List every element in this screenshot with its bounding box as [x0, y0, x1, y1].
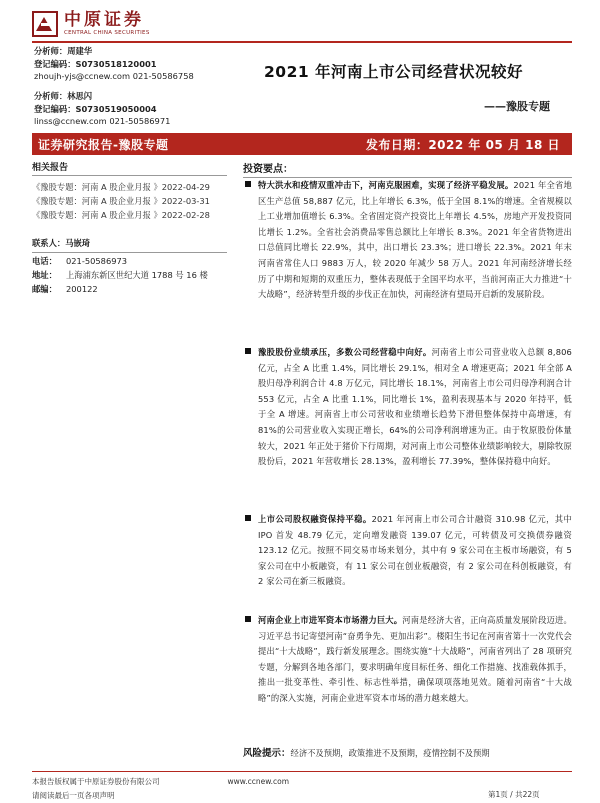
logo-name-cn: 中原证券: [64, 10, 144, 30]
logo-name-en: CENTRAL CHINA SECURITIES: [64, 30, 150, 36]
key-point-item: [243, 613, 572, 707]
report-banner: [32, 133, 572, 155]
risk-label: 风险提示：: [243, 748, 291, 759]
publish-date: 发布日期：2022 年 05 月 18 日: [365, 138, 560, 152]
page-number: 第1页 / 共22页: [488, 790, 540, 799]
key-point-item: [243, 178, 572, 303]
analyst-contact: linss@ccnew.com 021-50586971: [34, 116, 171, 126]
key-point-item: [243, 512, 572, 590]
key-point-lead: 豫股股份业绩承压，多数公司经营稳中向好。: [258, 347, 432, 357]
analyst-contact: zhoujh-yjs@ccnew.com 021-50586758: [34, 71, 194, 81]
key-point-body: 河南省上市公司营业收入总额 8,806 亿元，占全 A 比重 1.4%，同比增长 29.1%，相对全 A 增速更高；2021 年全部 A 股归母净利润合计 4.8 万亿元，同比增长 18.1%，河南省上市公司归母净利润合计 553 亿元，占全 A 比重 1.1%，同比增长 1%，盈利表现基本与 2020 年持平，低于全 A 增速。河南省上市公司营收和业绩增长趋势下滑但整体保持中高增速，有 81%的公司营业收入实现正增长，64%的公司净利润增速为正。由于牧原股份体量较大，2021 年正处于猪价下行周期，对河南上市公司整体业绩影响较大，剔除牧原股份后，2021 年营收增长 28.13%，盈利增长 77.39%，整体保持稳中向好。: [258, 347, 572, 467]
bullet-square-icon: [245, 348, 251, 354]
header-divider: [32, 41, 572, 43]
footer-divider: [32, 771, 572, 772]
key-points-heading: 投资要点：: [243, 160, 572, 178]
risk-text: 经济不及预期，政策推进不及预期，疫情控制不及预期: [290, 748, 490, 758]
logo-emblem-icon: [32, 11, 58, 37]
key-point-item: [243, 345, 572, 470]
company-logo: [32, 8, 192, 40]
key-point-body: 河南是经济大省，正向高质量发展阶段迈进。习近平总书记寄望河南“奋勇争先、更加出彩”。楼阳生书记在河南省第十一次党代会提出“十大战略”，践行新发展理念。围绕实施“十大战略”，河南省列出了 28 项研究专题，分解到各地各部门，要求明确年度目标任务、细化工作措施、找准载体抓手，推出一批变革性、牵引性、标志性举措，确保项项落地见效。随着河南省“十大战略”的深入实施，河南企业进军资本市场的潜力越来越大。: [258, 615, 572, 703]
analyst-name: 林思闪: [67, 91, 93, 101]
contact-address: 上海浦东新区世纪大道 1788 号 16 楼: [66, 270, 208, 280]
report-type: 证券研究报告-豫股专题: [38, 138, 169, 152]
website-link[interactable]: www.ccnew.com: [227, 777, 290, 786]
footer-notes: [32, 775, 289, 803]
analyst-cert: S0730518120001: [75, 58, 157, 69]
sidebar: [32, 160, 227, 296]
contact-phone: 021-50586973: [66, 256, 128, 266]
analyst-name: 周建华: [67, 46, 93, 56]
key-point-body: 2021 年全省地区生产总值 58,887 亿元，比上年增长 6.3%，低于全国 8.1%的增速。全省规模以上工业增加值增长 6.3%。全省固定资产投资比上年增长 4.5%，房地产开发投资同比增长 1.2%。全省社会消费品零售总额比上年增长 8.3%。2021 年全省货物进出口总值同比增长 22.9%，其中，出口增长 23.3%；进口增长 22.3%。2021 年末河南省常住人口 9883 万人，较 2020 年减少 58 万人。2021 年河南经济增长经历了中期和短期的双重压力，整体表现低于全国平均水平，当前河南正大力推进“十大战略”，经济转型升级的步伐正在加快，河南经济有望局开启新的发展阶段。: [258, 180, 572, 300]
bullet-square-icon: [245, 181, 251, 187]
related-report-item[interactable]: 《豫股专题：河南 A 股企业月报 》2022-03-31: [32, 196, 210, 206]
contact-zip: 200122: [66, 284, 98, 294]
contact-person: 马嵌琦: [65, 238, 91, 248]
analyst-block-2: 分析师：林思闪 登记编码：S0730519050004 linss@ccnew.com 021-50586971: [34, 91, 171, 126]
bullet-square-icon: [245, 616, 251, 622]
analyst-cert: S0730519050004: [75, 103, 157, 114]
copyright-note: 本报告版权属于中原证券股份有限公司: [32, 777, 160, 786]
key-point-lead: 上市公司股权融资保持平稳。: [258, 514, 372, 524]
related-report-item[interactable]: 《豫股专题：河南 A 股企业月报 》2022-02-28: [32, 210, 210, 220]
contact-block: 联系人：马嵌琦 电话： 021-50586973 地址： 上海浦东新区世纪大道 1788 号 16 楼 邮编： 200122: [32, 236, 227, 296]
key-points-section: [243, 160, 572, 178]
risk-warning: [243, 745, 490, 759]
related-report-item[interactable]: 《豫股专题：河南 A 股企业月报 》2022-04-29: [32, 182, 210, 192]
key-point-lead: 河南企业上市进军资本市场潜力巨大。: [258, 615, 403, 625]
key-point-body: 2021 年河南上市公司合计融资 310.98 亿元，其中 IPO 首发 48.79 亿元，定向增发融资 139.07 亿元，可转债及可交换债券融资 123.12 亿元。按照不同交易市场来划分，其中有 9 家公司在主板市场融资，有 5 家公司在中小板融资，有 11 家公司在创业板融资，有 2 家公司在科创板融资，有 2 家公司在新三板融资。: [258, 514, 572, 587]
key-point-lead: 特大洪水和疫情双重冲击下，河南克服困难，实现了经济平稳发展。: [258, 180, 514, 190]
related-reports-heading: 相关报告: [32, 160, 227, 176]
disclaimer-note: 请阅读最后一页各项声明: [32, 791, 115, 800]
report-subtitle: ——豫股专题: [484, 100, 550, 113]
report-title: 2021 年河南上市公司经营状况较好: [264, 63, 524, 81]
analyst-block-1: 分析师：周建华 登记编码：S0730518120001 zhoujh-yjs@ccnew.com 021-50586758: [34, 46, 194, 81]
bullet-square-icon: [245, 515, 251, 521]
